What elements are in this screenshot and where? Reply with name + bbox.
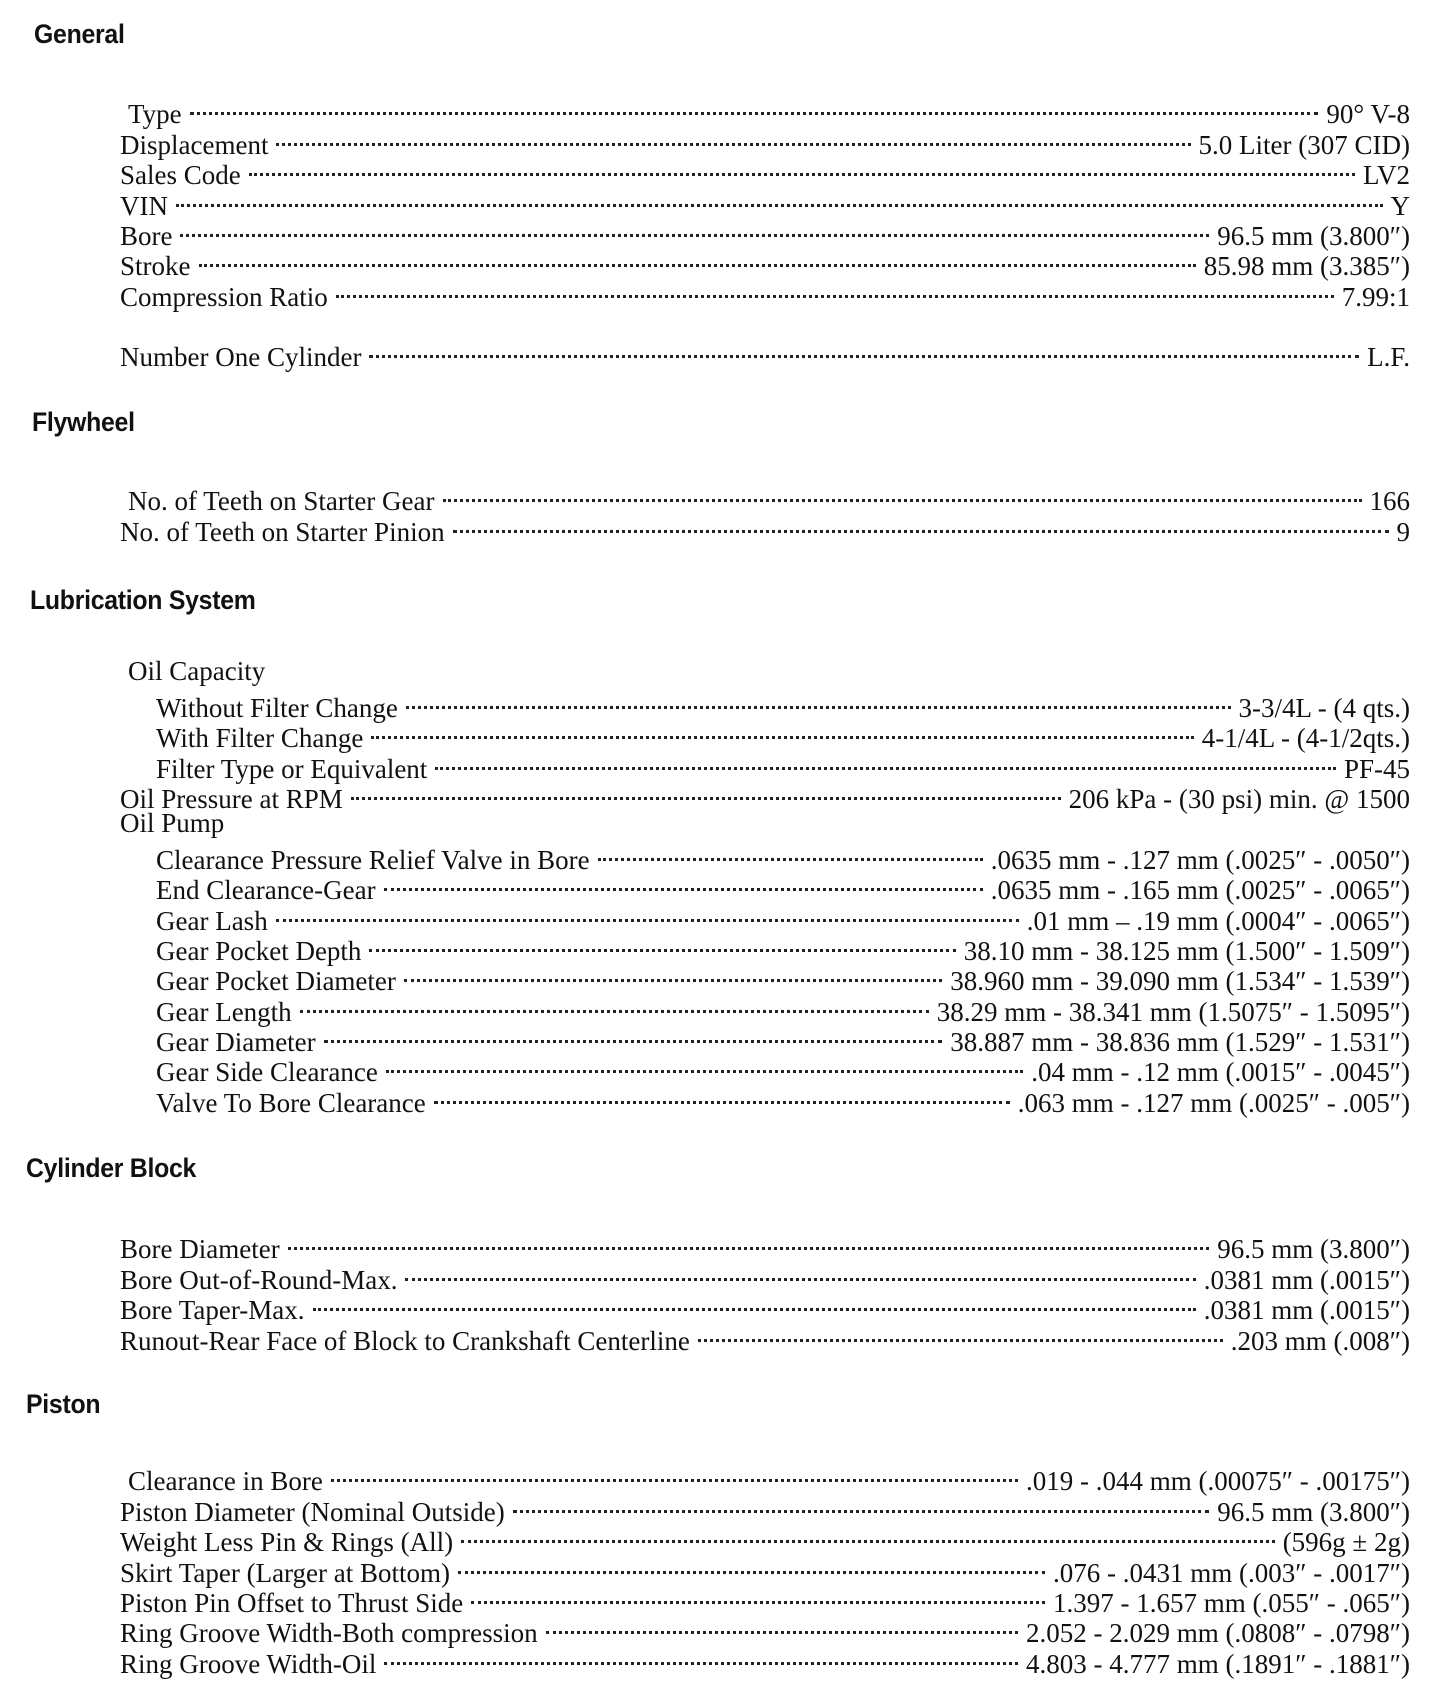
spec-label: Ring Groove Width-Both compression: [120, 1618, 538, 1649]
dot-leader: [404, 960, 942, 990]
spec-value: 38.29 mm - 38.341 mm (1.5075″ - 1.5095″): [936, 996, 1410, 1027]
dot-leader: [199, 245, 1196, 275]
dot-leader: [434, 1081, 1010, 1111]
dot-leader: [371, 717, 1193, 747]
spec-label: Piston Pin Offset to Thrust Side: [120, 1587, 464, 1618]
dot-leader: [288, 1228, 1210, 1258]
spec-label: Without Filter Change: [156, 692, 398, 723]
spec-label: Gear Pocket Depth: [156, 935, 362, 966]
spec-label: Bore Taper-Max.: [120, 1295, 305, 1326]
spec-label: Gear Side Clearance: [156, 1057, 378, 1088]
spec-label: Weight Less Pin & Rings (All): [120, 1527, 454, 1558]
spec-label: Valve To Bore Clearance: [156, 1087, 426, 1118]
spec-label: Type: [128, 99, 182, 130]
dot-leader: [249, 154, 1355, 184]
dot-leader: [384, 1642, 1018, 1672]
dot-leader: [453, 510, 1389, 540]
dot-leader: [443, 480, 1362, 510]
spec-value: 38.887 mm - 38.836 mm (1.529″ - 1.531″): [950, 1027, 1410, 1058]
dot-leader: [369, 336, 1359, 366]
spec-label: Bore: [120, 220, 173, 251]
spec-row: [120, 336, 1410, 373]
spec-value: 4-1/4L - (4-1/2qts.): [1201, 723, 1410, 754]
spec-label: Ring Groove Width-Oil: [120, 1648, 377, 1679]
spec-row: [120, 1460, 1410, 1497]
spec-label: No. of Teeth on Starter Pinion: [120, 516, 445, 547]
spec-value: .0635 mm - .127 mm (.0025″ - .0050″): [990, 844, 1410, 875]
dot-leader: [300, 990, 929, 1020]
spec-row: [120, 686, 1410, 723]
dot-leader: [331, 1460, 1018, 1490]
spec-label: Number One Cylinder: [120, 342, 362, 373]
spec-label: Gear Length: [156, 996, 292, 1027]
dot-leader: [180, 215, 1209, 245]
dot-leader: [461, 1521, 1275, 1551]
spec-value: 5.0 Liter (307 CID): [1198, 129, 1410, 160]
section-title-lubrication: Lubrication System: [30, 585, 256, 615]
spec-value: 3-3/4L - (4 qts.): [1238, 692, 1410, 723]
spec-value: 166: [1369, 486, 1410, 517]
lubrication-specs: [120, 656, 1410, 1118]
spec-value: .203 mm (.008″): [1230, 1325, 1410, 1356]
spec-value: .04 mm - .12 mm (.0015″ - .0045″): [1031, 1057, 1410, 1088]
spec-label: Piston Diameter (Nominal Outside): [120, 1496, 505, 1527]
subheading-label: Oil Capacity: [128, 656, 266, 686]
flywheel-specs: [120, 480, 1410, 547]
dot-leader: [276, 123, 1190, 153]
dot-leader: [313, 1289, 1196, 1319]
dot-leader: [598, 838, 983, 868]
dot-leader: [369, 930, 955, 960]
spec-row: [120, 838, 1410, 875]
spec-label: VIN: [120, 190, 168, 221]
spec-label: Gear Lash: [156, 905, 268, 936]
spec-label: Bore Out-of-Round-Max.: [120, 1264, 398, 1295]
general-specs: [120, 93, 1410, 373]
spec-label: End Clearance-Gear: [156, 875, 376, 906]
spec-row: [120, 123, 1410, 160]
spec-label: With Filter Change: [156, 723, 364, 754]
section-title-general: General: [34, 19, 125, 49]
section-title-flywheel: Flywheel: [32, 407, 135, 437]
spec-value: 2.052 - 2.029 mm (.0808″ - .0798″): [1026, 1618, 1410, 1649]
spec-value: 7.99:1: [1341, 281, 1410, 312]
spec-value: .01 mm – .19 mm (.0004″ - .0065″): [1026, 905, 1410, 936]
dot-leader: [406, 686, 1231, 716]
spec-label: Gear Diameter: [156, 1027, 316, 1058]
subheading-label: Oil Pump: [120, 807, 225, 838]
section-title-cylinder-block: Cylinder Block: [26, 1153, 197, 1183]
spec-label: Clearance in Bore: [128, 1466, 323, 1497]
spec-value: LV2: [1362, 160, 1410, 191]
spec-value: 96.5 mm (3.800″): [1217, 1234, 1410, 1265]
spec-label: Runout-Rear Face of Block to Crankshaft Centerline: [120, 1325, 690, 1356]
dot-leader: [336, 275, 1334, 305]
spec-row: [120, 154, 1410, 191]
spec-label: Sales Code: [120, 160, 241, 191]
dot-leader: [384, 869, 983, 899]
dot-leader: [324, 1021, 943, 1051]
spec-value: 38.10 mm - 38.125 mm (1.500″ - 1.509″): [963, 935, 1410, 966]
spec-value: 4.803 - 4.777 mm (.1891″ - .1881″): [1026, 1648, 1410, 1679]
spec-row: [120, 215, 1410, 251]
spec-value: Y: [1390, 190, 1410, 221]
dot-leader: [351, 778, 1061, 808]
spec-value: 96.5 mm (3.800″): [1217, 1496, 1410, 1527]
dot-leader: [435, 747, 1336, 777]
dot-leader: [190, 93, 1319, 123]
spec-value: PF-45: [1343, 753, 1410, 784]
spec-value: 96.5 mm (3.800″): [1217, 220, 1410, 251]
dot-leader: [405, 1258, 1195, 1288]
spec-value: 206 kPa - (30 psi) min. @ 1500: [1068, 783, 1410, 814]
dot-leader: [458, 1551, 1045, 1581]
spec-row: [120, 1228, 1410, 1265]
spec-value: 85.98 mm (3.385″): [1203, 251, 1410, 282]
spec-label: Compression Ratio: [120, 281, 328, 312]
spec-label: Stroke: [120, 251, 191, 282]
spec-value: .019 - .044 mm (.00075″ - .00175″): [1026, 1466, 1410, 1497]
spec-label: Oil Pressure at RPM: [120, 783, 343, 814]
spec-value: .0381 mm (.0015″): [1203, 1264, 1410, 1295]
spec-row: [120, 1319, 1410, 1356]
spec-label: Displacement: [120, 129, 269, 160]
spec-label: Bore Diameter: [120, 1234, 280, 1265]
spec-row: [120, 480, 1410, 517]
spec-label: Skirt Taper (Larger at Bottom): [120, 1557, 451, 1588]
spec-value: 1.397 - 1.657 mm (.055″ - .065″): [1053, 1587, 1410, 1618]
spec-label: Clearance Pressure Relief Valve in Bore: [156, 844, 590, 875]
spec-value: .0381 mm (.0015″): [1203, 1295, 1410, 1326]
dot-leader: [698, 1319, 1223, 1349]
spec-value: L.F.: [1367, 342, 1410, 373]
spec-value: .076 - .0431 mm (.003″ - .0017″): [1053, 1557, 1410, 1588]
section-title-piston: Piston: [26, 1389, 101, 1419]
spec-label: No. of Teeth on Starter Gear: [128, 486, 435, 517]
dot-leader: [386, 1051, 1023, 1081]
spec-value: 90° V-8: [1326, 99, 1410, 130]
spec-row: [120, 275, 1410, 312]
spec-label: Filter Type or Equivalent: [156, 753, 428, 784]
dot-leader: [176, 184, 1383, 214]
dot-leader: [276, 899, 1019, 929]
dot-leader: [546, 1612, 1018, 1642]
dot-leader: [513, 1490, 1210, 1520]
spec-row: [120, 93, 1410, 130]
spec-value: 38.960 mm - 39.090 mm (1.534″ - 1.539″): [950, 966, 1410, 997]
piston-specs: [120, 1460, 1410, 1679]
spec-value: 9: [1396, 516, 1410, 547]
spec-value: .063 mm - .127 mm (.0025″ - .005″): [1017, 1087, 1410, 1118]
spec-row: [120, 184, 1410, 221]
dot-leader: [471, 1582, 1045, 1612]
subheading-oil-capacity: [120, 656, 1410, 686]
spec-value: (596g ± 2g): [1282, 1527, 1410, 1558]
cylinder-block-specs: [120, 1228, 1410, 1356]
spec-label: Gear Pocket Diameter: [156, 966, 396, 997]
spec-value: .0635 mm - .165 mm (.0025″ - .0065″): [990, 875, 1410, 906]
